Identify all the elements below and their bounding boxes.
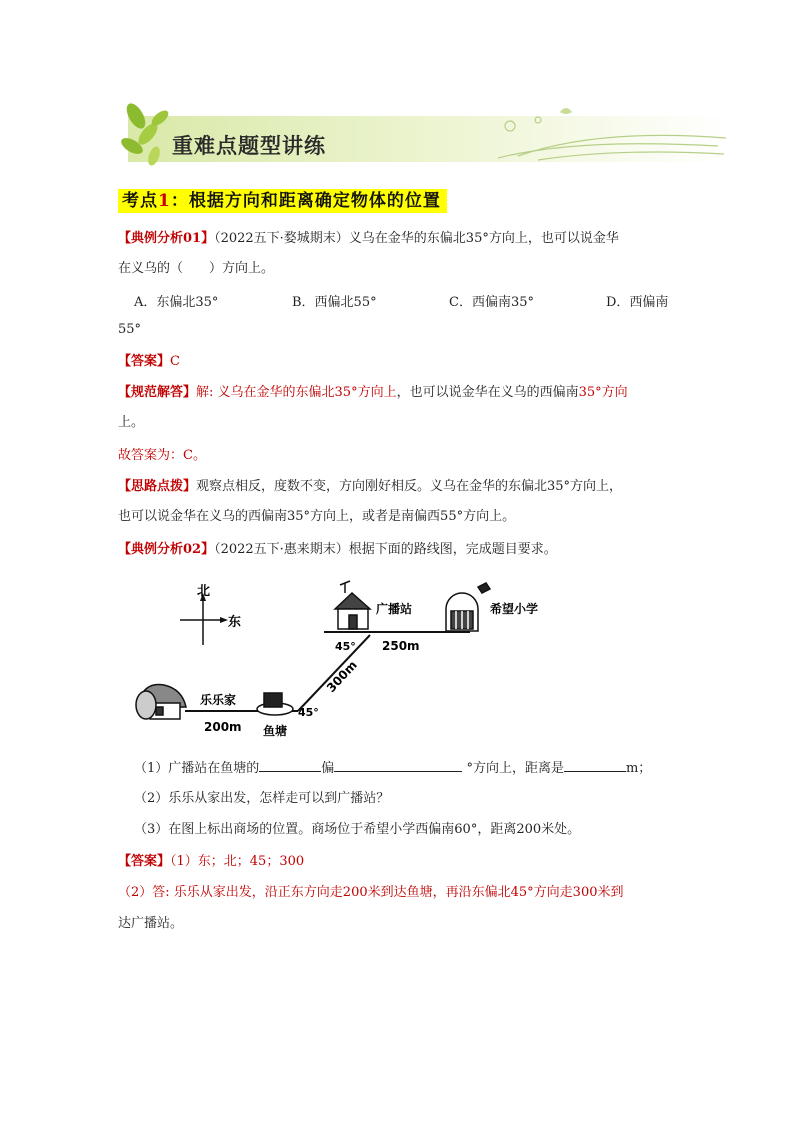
angle-label-pond: 45° (298, 706, 319, 719)
ex1-answer: 【答案】C (118, 354, 180, 369)
ex1-solution-line1: 【规范解答】解: 义乌在金华的东偏北35°方向上，也可以说金华在义乌的西偏南35°方向 (118, 385, 628, 400)
school-icon (446, 583, 490, 631)
ex1-option-b: B．西偏北55° (292, 295, 377, 310)
topic-heading: 考点1：根据方向和距离确定物体的位置 (118, 189, 447, 213)
banner-title: 重难点题型讲练 (172, 134, 326, 158)
school-label: 希望小学 (490, 602, 539, 616)
ex1-question-line2: 在义乌的（ ）方向上。 (118, 261, 275, 276)
broadcast-station-icon (335, 581, 370, 629)
blank-2[interactable] (334, 758, 462, 772)
ex1-option-c: C．西偏南35° (449, 295, 534, 310)
butterfly-icon (560, 108, 572, 114)
pond-label: 鱼塘 (263, 724, 288, 738)
ex1-option-d-wrap: 55° (118, 322, 142, 337)
ex1-solution-line2: 上。 (118, 415, 145, 430)
house-icon (136, 684, 186, 719)
ex1-option-a: A．东偏北35° (134, 295, 219, 310)
pond-icon (257, 693, 293, 715)
ex2-q2: （2）乐乐从家出发，怎样走可以到广播站？ (134, 791, 390, 806)
ex2-q3: （3）在图上标出商场的位置。商场位于希望小学西偏南60°，距离200米处。 (134, 822, 581, 837)
distance-200-label: 200m (204, 720, 242, 734)
distance-250-label: 250m (382, 639, 420, 653)
ex1-final-answer: 故答案为：C。 (118, 448, 206, 463)
blank-3[interactable] (564, 758, 626, 772)
distance-300-label: 300m (323, 658, 360, 696)
broadcast-station-label: 广播站 (376, 602, 413, 616)
ex1-tip-line2: 也可以说金华在义乌的西偏南35°方向上，或者是南偏西55°方向上。 (118, 509, 516, 524)
compass-east-label: 东 (228, 615, 242, 630)
ex2-answer-line2: （2）答: 乐乐从家出发，沿正东方向走200米到达鱼塘，再沿东偏北45°方向走300米到 (118, 885, 624, 900)
ex2-answer-line3: 达广播站。 (118, 916, 184, 931)
ex1-option-d: D．西偏南 (606, 295, 669, 310)
angle-label-station: 45° (335, 640, 356, 653)
ex2-answer: 【答案】（1）东；北；45；300 (118, 854, 305, 869)
blank-1[interactable] (259, 758, 321, 772)
ex1-question-line1: 【典例分析01】（2022五下·婺城期末）义乌在金华的东偏北35°方向上，也可以说金华 (118, 231, 619, 246)
ex1-tip-line1: 【思路点拨】观察点相反，度数不变，方向刚好相反。义乌在金华的东偏北35°方向上， (118, 479, 623, 494)
ex2-question: 【典例分析02】（2022五下·惠来期末）根据下面的路线图，完成题目要求。 (118, 542, 557, 557)
ex2-q1: （1）广播站在鱼塘的 偏 °方向上，距离是 m； (134, 758, 694, 779)
route-map (130, 575, 550, 745)
compass-north-label: 北 (197, 584, 211, 599)
home-label: 乐乐家 (200, 693, 237, 707)
